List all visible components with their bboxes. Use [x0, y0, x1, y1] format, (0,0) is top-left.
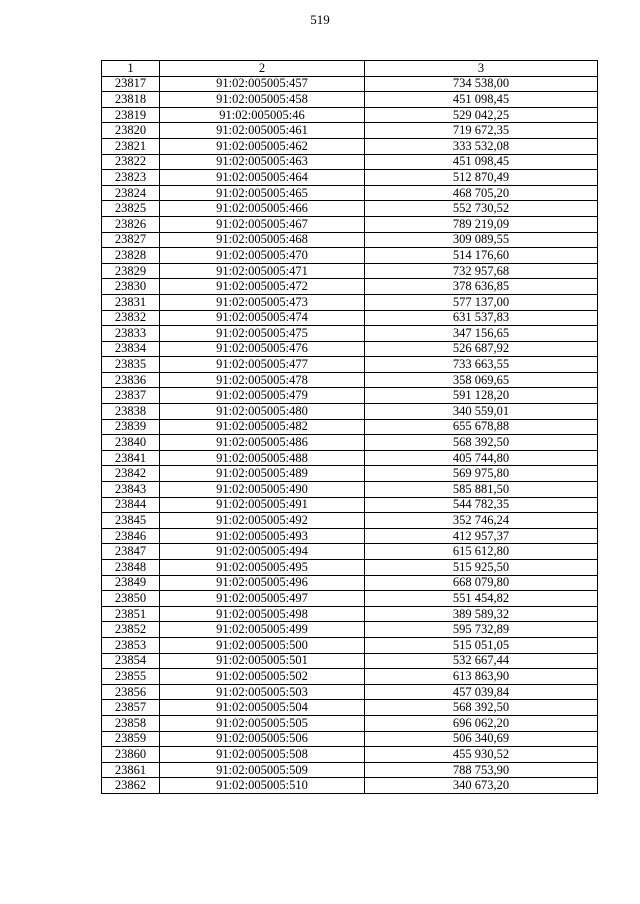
cadastral-number-cell: 91:02:005005:494: [160, 544, 365, 560]
row-number-cell: 23861: [102, 762, 160, 778]
cadastral-value-cell: 512 870,49: [365, 170, 598, 186]
table-row: [102, 341, 598, 357]
cadastral-value-cell: 734 538,00: [365, 76, 598, 92]
cadastral-value-cell: 333 532,08: [365, 138, 598, 154]
cadastral-value-cell: 655 678,88: [365, 419, 598, 435]
cadastral-number-cell: 91:02:005005:479: [160, 388, 365, 404]
column-header-3: 3: [365, 61, 598, 77]
row-number-cell: 23825: [102, 201, 160, 217]
row-number-cell: 23824: [102, 185, 160, 201]
cadastral-number-cell: 91:02:005005:500: [160, 637, 365, 653]
row-number-cell: 23823: [102, 170, 160, 186]
cadastral-value-cell: 405 744,80: [365, 450, 598, 466]
cadastral-value-cell: 412 957,37: [365, 528, 598, 544]
cadastral-number-cell: 91:02:005005:508: [160, 747, 365, 763]
table-row: [102, 575, 598, 591]
table-row: [102, 138, 598, 154]
cadastral-value-cell: 719 672,35: [365, 123, 598, 139]
cadastral-number-cell: 91:02:005005:488: [160, 450, 365, 466]
row-number-cell: 23843: [102, 482, 160, 498]
cadastral-number-cell: 91:02:005005:510: [160, 778, 365, 794]
cadastral-value-cell: 340 673,20: [365, 778, 598, 794]
row-number-cell: 23847: [102, 544, 160, 560]
cadastral-number-cell: 91:02:005005:467: [160, 216, 365, 232]
row-number-cell: 23845: [102, 513, 160, 529]
cadastral-number-cell: 91:02:005005:477: [160, 357, 365, 373]
row-number-cell: 23850: [102, 591, 160, 607]
table-row: [102, 279, 598, 295]
table-row: [102, 326, 598, 342]
page-number: 519: [310, 12, 330, 27]
cadastral-number-cell: 91:02:005005:461: [160, 123, 365, 139]
table-row: [102, 622, 598, 638]
table-row: [102, 513, 598, 529]
row-number-cell: 23837: [102, 388, 160, 404]
cadastral-number-cell: 91:02:005005:491: [160, 497, 365, 513]
table-row: [102, 700, 598, 716]
table-row: [102, 435, 598, 451]
cadastral-value-cell: 347 156,65: [365, 326, 598, 342]
table-row: [102, 76, 598, 92]
cadastral-value-cell: 631 537,83: [365, 310, 598, 326]
table-row: [102, 216, 598, 232]
cadastral-value-cell: 389 589,32: [365, 606, 598, 622]
table-row: [102, 294, 598, 310]
row-number-cell: 23840: [102, 435, 160, 451]
table-row: [102, 185, 598, 201]
cadastral-number-cell: 91:02:005005:509: [160, 762, 365, 778]
cadastral-number-cell: 91:02:005005:506: [160, 731, 365, 747]
row-number-cell: 23856: [102, 684, 160, 700]
cadastral-number-cell: 91:02:005005:505: [160, 715, 365, 731]
table-row: [102, 232, 598, 248]
table-row: [102, 715, 598, 731]
row-number-cell: 23817: [102, 76, 160, 92]
table-row: [102, 357, 598, 373]
row-number-cell: 23857: [102, 700, 160, 716]
cadastral-number-cell: 91:02:005005:462: [160, 138, 365, 154]
cadastral-number-cell: 91:02:005005:457: [160, 76, 365, 92]
cadastral-number-cell: 91:02:005005:478: [160, 372, 365, 388]
row-number-cell: 23852: [102, 622, 160, 638]
table-row: [102, 419, 598, 435]
row-number-cell: 23832: [102, 310, 160, 326]
row-number-cell: 23860: [102, 747, 160, 763]
table-row: [102, 731, 598, 747]
table-row: [102, 404, 598, 420]
row-number-cell: 23841: [102, 450, 160, 466]
row-number-cell: 23827: [102, 232, 160, 248]
cadastral-number-cell: 91:02:005005:492: [160, 513, 365, 529]
row-number-cell: 23829: [102, 263, 160, 279]
table-row: [102, 762, 598, 778]
cadastral-value-cell: 595 732,89: [365, 622, 598, 638]
table-row: [102, 497, 598, 513]
cadastral-value-cell: 788 753,90: [365, 762, 598, 778]
cadastral-value-cell: 457 039,84: [365, 684, 598, 700]
table-row: [102, 637, 598, 653]
cadastral-value-cell: 613 863,90: [365, 669, 598, 685]
cadastral-number-cell: 91:02:005005:464: [160, 170, 365, 186]
cadastral-value-cell: 455 930,52: [365, 747, 598, 763]
row-number-cell: 23826: [102, 216, 160, 232]
table-row: [102, 591, 598, 607]
row-number-cell: 23851: [102, 606, 160, 622]
table-row: [102, 123, 598, 139]
row-number-cell: 23834: [102, 341, 160, 357]
cadastral-number-cell: 91:02:005005:466: [160, 201, 365, 217]
row-number-cell: 23844: [102, 497, 160, 513]
header-row: [102, 61, 598, 77]
row-number-cell: 23846: [102, 528, 160, 544]
cadastral-number-cell: 91:02:005005:493: [160, 528, 365, 544]
table-row: [102, 310, 598, 326]
cadastral-value-cell: 532 667,44: [365, 653, 598, 669]
row-number-cell: 23862: [102, 778, 160, 794]
cadastral-number-cell: 91:02:005005:475: [160, 326, 365, 342]
row-number-cell: 23853: [102, 637, 160, 653]
cadastral-value-cell: 569 975,80: [365, 466, 598, 482]
row-number-cell: 23821: [102, 138, 160, 154]
table-row: [102, 466, 598, 482]
cadastral-value-cell: 529 042,25: [365, 107, 598, 123]
cadastral-number-cell: 91:02:005005:486: [160, 435, 365, 451]
cadastral-value-cell: 544 782,35: [365, 497, 598, 513]
table-row: [102, 778, 598, 794]
column-header-2: 2: [160, 61, 365, 77]
cadastral-number-cell: 91:02:005005:503: [160, 684, 365, 700]
row-number-cell: 23819: [102, 107, 160, 123]
table-row: [102, 747, 598, 763]
cadastral-value-cell: 526 687,92: [365, 341, 598, 357]
table-row: [102, 388, 598, 404]
table-row: [102, 669, 598, 685]
table-row: [102, 107, 598, 123]
cadastral-number-cell: 91:02:005005:490: [160, 482, 365, 498]
cadastral-number-cell: 91:02:005005:497: [160, 591, 365, 607]
row-number-cell: 23830: [102, 279, 160, 295]
row-number-cell: 23828: [102, 248, 160, 264]
cadastral-number-cell: 91:02:005005:498: [160, 606, 365, 622]
table-row: [102, 482, 598, 498]
row-number-cell: 23822: [102, 154, 160, 170]
cadastral-number-cell: 91:02:005005:458: [160, 92, 365, 108]
cadastral-value-cell: 551 454,82: [365, 591, 598, 607]
row-number-cell: 23858: [102, 715, 160, 731]
cadastral-number-cell: 91:02:005005:501: [160, 653, 365, 669]
cadastral-number-cell: 91:02:005005:46: [160, 107, 365, 123]
cadastral-number-cell: 91:02:005005:504: [160, 700, 365, 716]
cadastral-value-cell: 732 957,68: [365, 263, 598, 279]
cadastral-value-table: [101, 60, 598, 794]
row-number-cell: 23833: [102, 326, 160, 342]
row-number-cell: 23859: [102, 731, 160, 747]
table-row: [102, 154, 598, 170]
table-row: [102, 684, 598, 700]
table-row: [102, 248, 598, 264]
row-number-cell: 23842: [102, 466, 160, 482]
cadastral-number-cell: 91:02:005005:495: [160, 560, 365, 576]
cadastral-number-cell: 91:02:005005:465: [160, 185, 365, 201]
row-number-cell: 23848: [102, 560, 160, 576]
cadastral-value-cell: 668 079,80: [365, 575, 598, 591]
cadastral-number-cell: 91:02:005005:471: [160, 263, 365, 279]
table-row: [102, 450, 598, 466]
row-number-cell: 23854: [102, 653, 160, 669]
cadastral-number-cell: 91:02:005005:470: [160, 248, 365, 264]
table-row: [102, 606, 598, 622]
row-number-cell: 23820: [102, 123, 160, 139]
table-row: [102, 170, 598, 186]
cadastral-value-cell: 515 051,05: [365, 637, 598, 653]
table-row: [102, 653, 598, 669]
cadastral-number-cell: 91:02:005005:502: [160, 669, 365, 685]
table-row: [102, 560, 598, 576]
table-row: [102, 92, 598, 108]
table-row: [102, 201, 598, 217]
cadastral-value-cell: 568 392,50: [365, 435, 598, 451]
row-number-cell: 23839: [102, 419, 160, 435]
table-body: [102, 76, 598, 793]
cadastral-value-cell: 378 636,85: [365, 279, 598, 295]
cadastral-value-cell: 451 098,45: [365, 154, 598, 170]
cadastral-value-cell: 515 925,50: [365, 560, 598, 576]
cadastral-value-cell: 585 881,50: [365, 482, 598, 498]
cadastral-value-cell: 468 705,20: [365, 185, 598, 201]
cadastral-value-cell: 696 062,20: [365, 715, 598, 731]
cadastral-number-cell: 91:02:005005:463: [160, 154, 365, 170]
cadastral-value-cell: 577 137,00: [365, 294, 598, 310]
cadastral-value-cell: 352 746,24: [365, 513, 598, 529]
row-number-cell: 23855: [102, 669, 160, 685]
row-number-cell: 23818: [102, 92, 160, 108]
table-header: [102, 61, 598, 77]
cadastral-value-cell: 733 663,55: [365, 357, 598, 373]
cadastral-number-cell: 91:02:005005:482: [160, 419, 365, 435]
cadastral-number-cell: 91:02:005005:489: [160, 466, 365, 482]
cadastral-number-cell: 91:02:005005:480: [160, 404, 365, 420]
table-row: [102, 544, 598, 560]
cadastral-value-cell: 358 069,65: [365, 372, 598, 388]
cadastral-value-cell: 514 176,60: [365, 248, 598, 264]
table-row: [102, 263, 598, 279]
cadastral-value-cell: 451 098,45: [365, 92, 598, 108]
cadastral-number-cell: 91:02:005005:474: [160, 310, 365, 326]
cadastral-value-cell: 568 392,50: [365, 700, 598, 716]
row-number-cell: 23836: [102, 372, 160, 388]
row-number-cell: 23835: [102, 357, 160, 373]
row-number-cell: 23831: [102, 294, 160, 310]
cadastral-value-cell: 309 089,55: [365, 232, 598, 248]
cadastral-value-cell: 340 559,01: [365, 404, 598, 420]
row-number-cell: 23849: [102, 575, 160, 591]
cadastral-number-cell: 91:02:005005:476: [160, 341, 365, 357]
cadastral-value-cell: 506 340,69: [365, 731, 598, 747]
cadastral-value-cell: 789 219,09: [365, 216, 598, 232]
cadastral-number-cell: 91:02:005005:499: [160, 622, 365, 638]
table-row: [102, 372, 598, 388]
row-number-cell: 23838: [102, 404, 160, 420]
cadastral-number-cell: 91:02:005005:472: [160, 279, 365, 295]
cadastral-number-cell: 91:02:005005:496: [160, 575, 365, 591]
table-row: [102, 528, 598, 544]
cadastral-number-cell: 91:02:005005:473: [160, 294, 365, 310]
cadastral-value-cell: 552 730,52: [365, 201, 598, 217]
column-header-1: 1: [102, 61, 160, 77]
cadastral-value-cell: 615 612,80: [365, 544, 598, 560]
cadastral-number-cell: 91:02:005005:468: [160, 232, 365, 248]
cadastral-value-cell: 591 128,20: [365, 388, 598, 404]
